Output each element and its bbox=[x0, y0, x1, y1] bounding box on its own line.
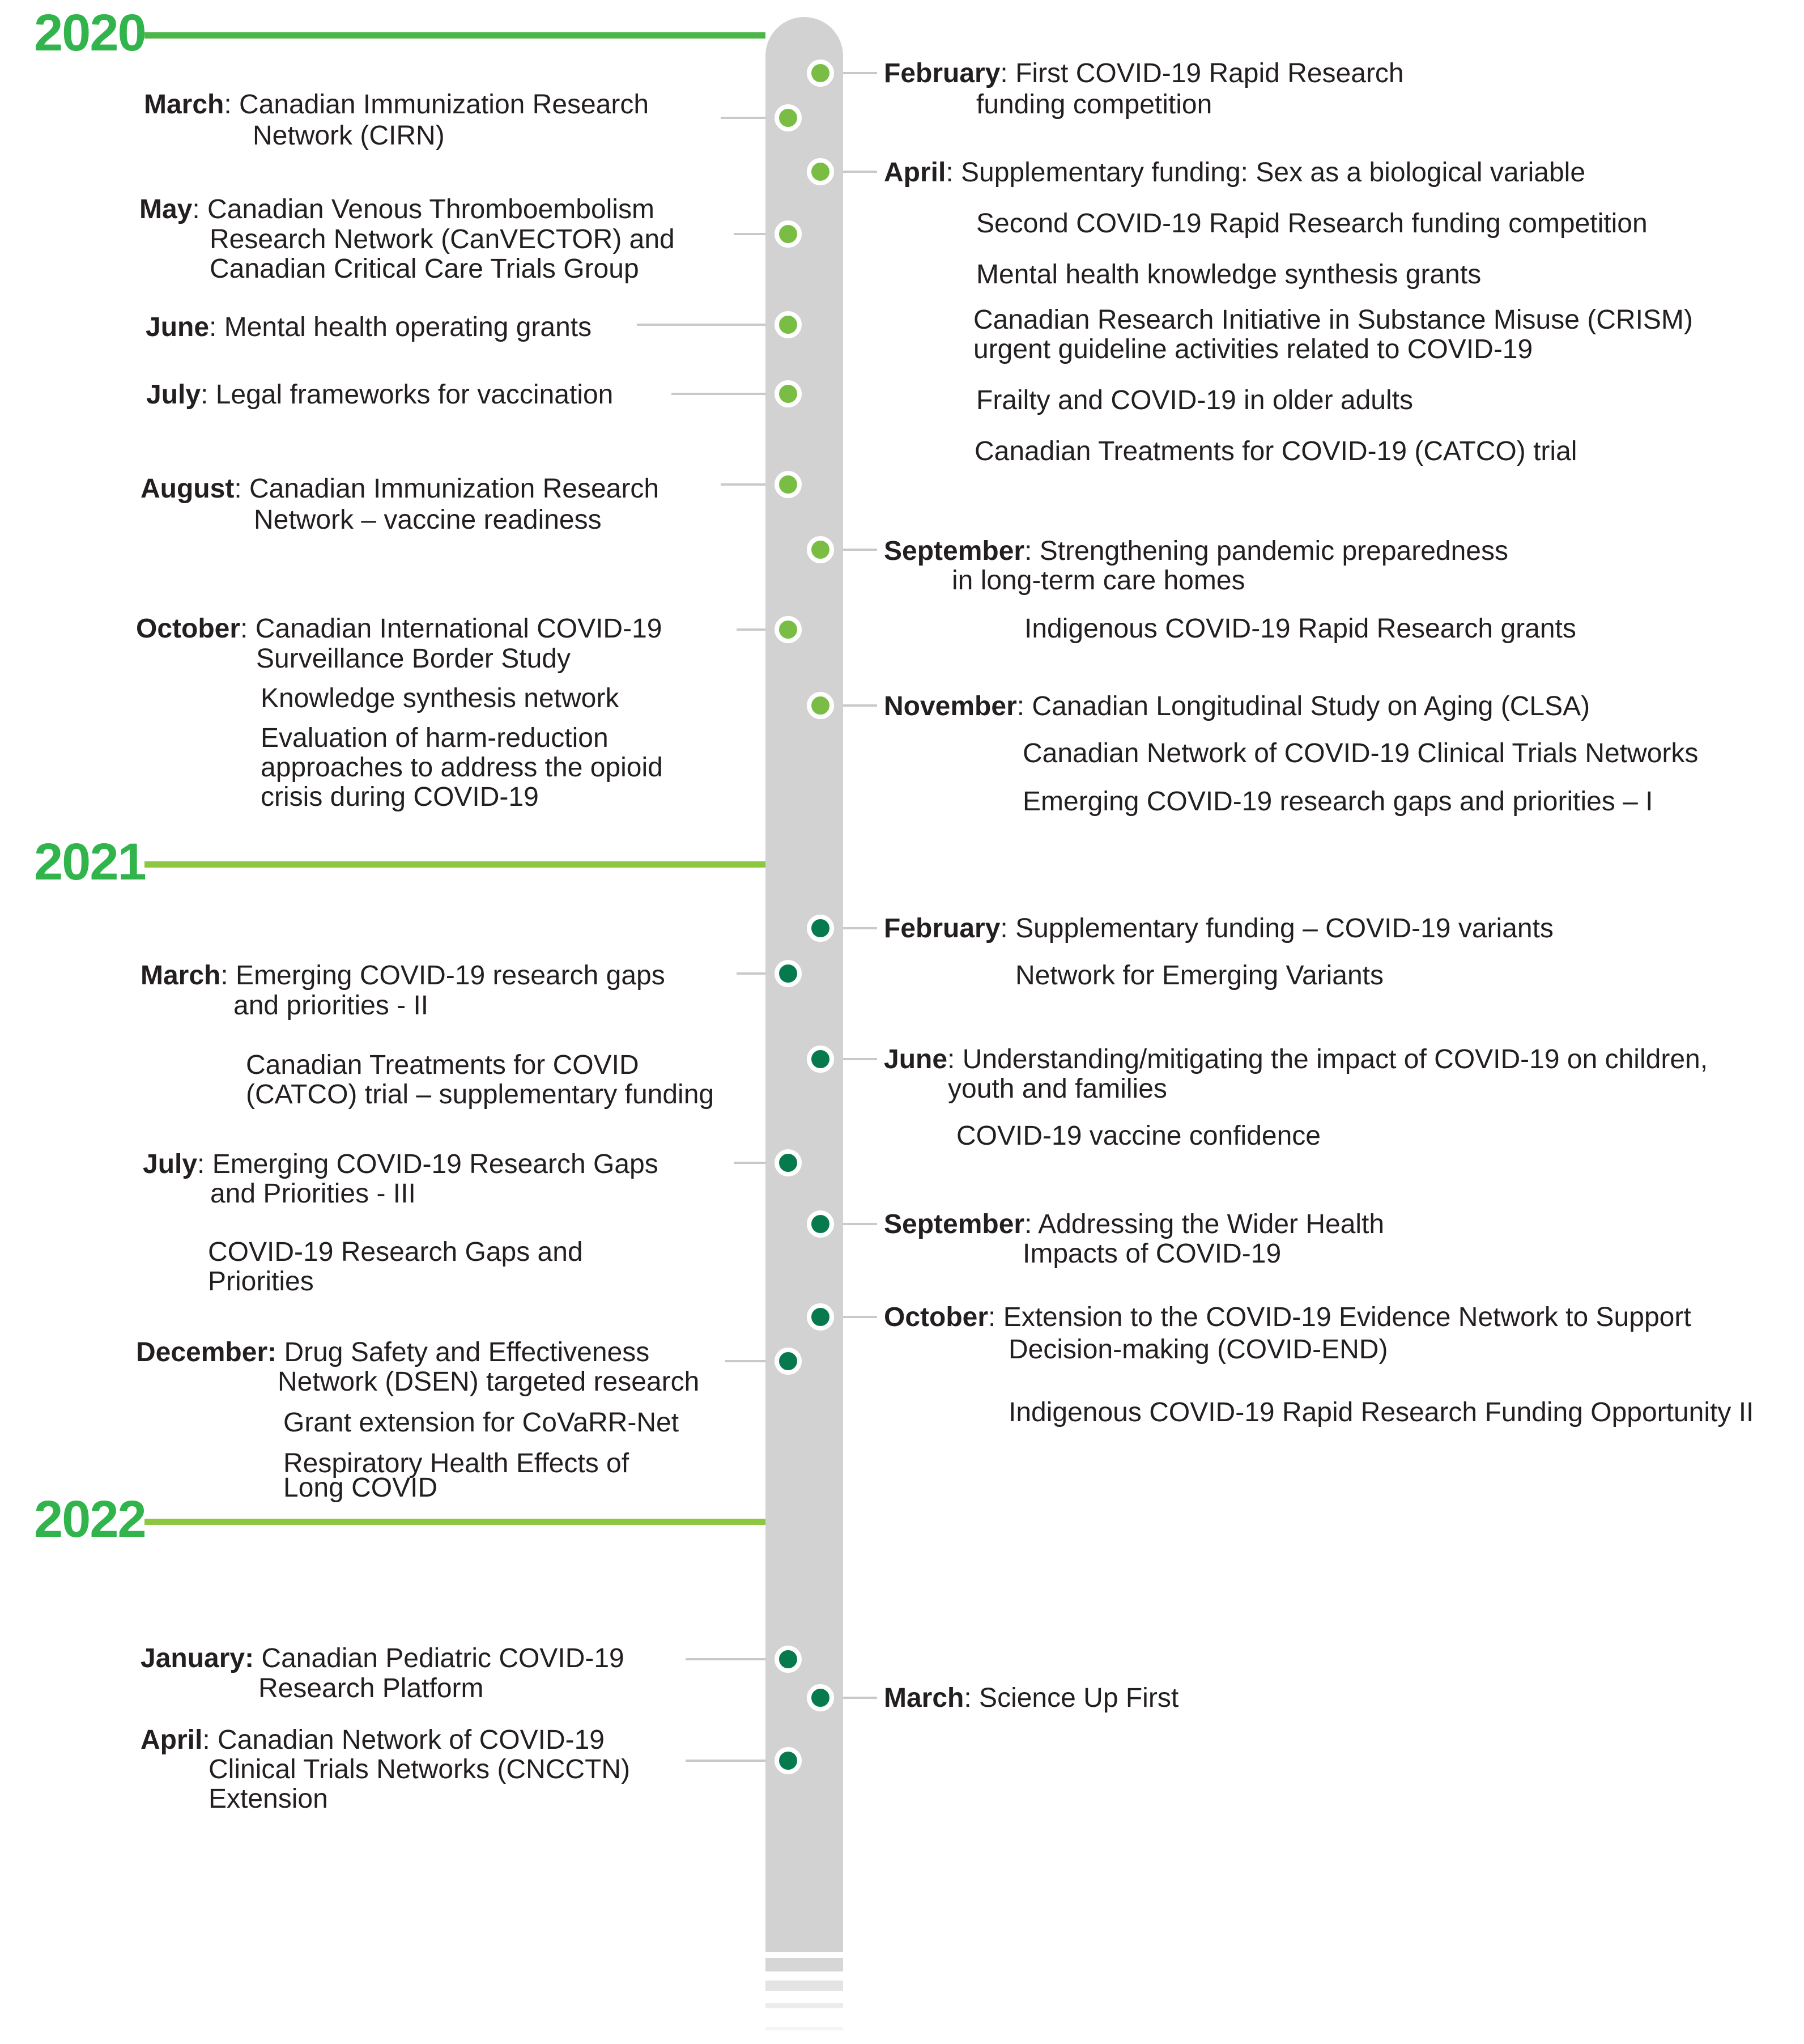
event-text: : Canadian Immunization Research bbox=[224, 90, 649, 120]
event-text: Knowledge synthesis network bbox=[261, 683, 619, 713]
event-text-line-jul-2021-3 bbox=[208, 1268, 314, 1296]
bar-fade-segment bbox=[765, 1958, 843, 1971]
event-text-line-oct-2020-2 bbox=[261, 685, 619, 713]
event-text: : Understanding/mitigating the impact of COVID-19 on children, bbox=[947, 1044, 1708, 1074]
event-text-line-aug-2020-0 bbox=[141, 475, 659, 503]
event-text-line-jan-2022-0 bbox=[141, 1644, 624, 1673]
connector-line-feb-2021 bbox=[843, 927, 877, 929]
event-text: Network (DSEN) targeted research bbox=[278, 1367, 700, 1397]
event-text-line-mar-2021-1 bbox=[233, 992, 428, 1020]
event-text-line-oct-2020-1 bbox=[256, 645, 571, 673]
event-month-label: September bbox=[884, 536, 1025, 566]
timeline-dot-sep-2021 bbox=[807, 1210, 834, 1238]
bar-fade-segment bbox=[765, 2027, 843, 2030]
timeline-dot-oct-2021 bbox=[807, 1303, 834, 1331]
event-text: Respiratory Health Effects of bbox=[283, 1448, 629, 1478]
event-text: : Mental health operating grants bbox=[209, 312, 592, 342]
event-text-line-mar-2020-0 bbox=[144, 91, 649, 119]
connector-line-mar-2020 bbox=[721, 117, 765, 119]
event-month-label: July bbox=[143, 1149, 198, 1179]
event-text-line-feb-2020-0 bbox=[884, 60, 1404, 88]
event-text: Long COVID bbox=[283, 1473, 438, 1503]
event-month-label: December: bbox=[136, 1337, 277, 1367]
event-text-line-jul-2021-0 bbox=[143, 1150, 658, 1179]
connector-line-nov-2020 bbox=[843, 704, 877, 707]
event-text: : Canadian Longitudinal Study on Aging (CLSA) bbox=[1016, 691, 1590, 721]
event-text-line-apr-2020-0 bbox=[884, 159, 1585, 187]
event-text-line-may-2020-0 bbox=[139, 196, 654, 224]
year-label-2022: 2022 bbox=[34, 1490, 146, 1548]
connector-line-aug-2020 bbox=[721, 483, 765, 486]
event-text: Research Network (CanVECTOR) and bbox=[210, 224, 675, 254]
event-text-line-apr-2020-2 bbox=[976, 261, 1481, 289]
event-text: Canadian Treatments for COVID-19 (CATCO) trial bbox=[975, 436, 1577, 466]
event-text: Frailty and COVID-19 in older adults bbox=[976, 385, 1413, 415]
timeline-dot-jun-2021 bbox=[807, 1046, 834, 1073]
connector-line-oct-2020 bbox=[737, 628, 765, 631]
event-text-line-may-2020-1 bbox=[210, 226, 675, 254]
event-text-line-feb-2020-1 bbox=[976, 91, 1212, 119]
event-text: COVID-19 Research Gaps and bbox=[208, 1237, 583, 1267]
timeline-dot-feb-2020 bbox=[807, 60, 834, 87]
event-text: : Extension to the COVID-19 Evidence Network to Support bbox=[988, 1302, 1691, 1332]
event-text-line-mar-2020-1 bbox=[253, 122, 445, 150]
event-text: approaches to address the opioid bbox=[261, 753, 663, 783]
event-text-line-jul-2021-1 bbox=[210, 1180, 416, 1208]
connector-line-feb-2020 bbox=[843, 72, 877, 74]
event-month-label: April bbox=[884, 158, 946, 188]
event-text: : Canadian Network of COVID-19 bbox=[202, 1725, 605, 1755]
event-text: : Legal frameworks for vaccination bbox=[201, 380, 614, 410]
timeline-dot-apr-2022 bbox=[775, 1747, 802, 1774]
year-line-2021 bbox=[144, 861, 765, 868]
event-text-line-apr-2020-3 bbox=[973, 306, 1693, 334]
event-text: crisis during COVID-19 bbox=[261, 782, 539, 812]
event-text-line-oct-2020-3 bbox=[261, 724, 609, 753]
event-text: Mental health knowledge synthesis grants bbox=[976, 260, 1482, 290]
connector-line-apr-2022 bbox=[686, 1760, 765, 1762]
connector-line-jun-2020 bbox=[637, 324, 765, 326]
event-text-line-oct-2020-5 bbox=[261, 783, 539, 811]
event-text-line-sep-2020-1 bbox=[952, 567, 1245, 595]
event-text-line-jan-2022-1 bbox=[258, 1675, 483, 1703]
year-label-2021: 2021 bbox=[34, 833, 146, 891]
event-text: (CATCO) trial – supplementary funding bbox=[246, 1080, 714, 1110]
event-text-line-apr-2020-4 bbox=[973, 335, 1533, 364]
event-text: youth and families bbox=[948, 1074, 1167, 1104]
connector-line-mar-2021 bbox=[737, 972, 765, 975]
timeline-dot-apr-2020 bbox=[807, 158, 834, 185]
connector-line-jul-2020 bbox=[671, 393, 765, 395]
timeline-dot-may-2020 bbox=[775, 220, 802, 248]
event-text: funding competition bbox=[976, 90, 1212, 120]
event-text: Priorities bbox=[208, 1267, 314, 1297]
event-text: Emerging COVID-19 research gaps and priorities – I bbox=[1023, 787, 1653, 817]
event-month-label: April bbox=[141, 1725, 203, 1755]
event-text-line-apr-2020-6 bbox=[975, 437, 1577, 466]
event-text: Canadian Treatments for COVID bbox=[246, 1050, 639, 1080]
event-text-line-sep-2021-1 bbox=[1023, 1240, 1281, 1268]
timeline-dot-aug-2020 bbox=[775, 471, 802, 498]
event-month-label: March bbox=[141, 961, 221, 991]
event-text-line-sep-2020-0 bbox=[884, 537, 1508, 566]
event-text-line-feb-2021-1 bbox=[1015, 962, 1384, 990]
event-text-line-oct-2020-4 bbox=[261, 754, 663, 782]
bar-fade-segment bbox=[765, 2003, 843, 2008]
event-text: : Supplementary funding – COVID-19 variants bbox=[1000, 913, 1554, 944]
event-month-label: October bbox=[884, 1302, 989, 1332]
event-text-line-jun-2021-2 bbox=[956, 1122, 1321, 1150]
event-text: and Priorities - III bbox=[210, 1179, 416, 1209]
event-month-label: August bbox=[141, 474, 235, 504]
event-text-line-mar-2021-0 bbox=[141, 962, 665, 990]
event-text-line-apr-2020-5 bbox=[976, 386, 1413, 415]
timeline-dot-jan-2022 bbox=[775, 1646, 802, 1673]
timeline-dot-nov-2020 bbox=[807, 692, 834, 719]
event-text: Indigenous COVID-19 Rapid Research Funding Opportunity II bbox=[1009, 1397, 1754, 1427]
event-text-line-apr-2022-2 bbox=[209, 1785, 328, 1813]
event-text-line-dec-2021-0 bbox=[136, 1338, 649, 1367]
event-month-label: February bbox=[884, 58, 1001, 88]
event-text: Network – vaccine readiness bbox=[254, 505, 602, 535]
event-text: : Strengthening pandemic preparedness bbox=[1024, 536, 1508, 566]
event-month-label: September bbox=[884, 1209, 1025, 1239]
event-month-label: February bbox=[884, 913, 1001, 944]
timeline-dot-mar-2020 bbox=[775, 104, 802, 131]
event-text-line-mar-2022-0 bbox=[884, 1684, 1178, 1712]
connector-line-may-2020 bbox=[734, 233, 765, 235]
event-text: Clinical Trials Networks (CNCCTN) bbox=[209, 1754, 631, 1784]
event-text: : Canadian Immunization Research bbox=[234, 474, 660, 504]
connector-line-mar-2022 bbox=[843, 1697, 877, 1699]
timeline-dot-oct-2020 bbox=[775, 616, 802, 643]
timeline-dot-mar-2021 bbox=[775, 960, 802, 987]
event-text: : Supplementary funding: Sex as a biological variable bbox=[946, 158, 1586, 188]
event-text-line-oct-2021-1 bbox=[1009, 1336, 1388, 1364]
event-text-line-oct-2020-0 bbox=[136, 615, 662, 643]
event-text-line-jul-2021-2 bbox=[208, 1238, 583, 1267]
event-text-line-nov-2020-0 bbox=[884, 692, 1590, 721]
event-text: : Emerging COVID-19 Research Gaps bbox=[197, 1149, 658, 1179]
event-month-label: July bbox=[146, 380, 201, 410]
event-text-line-apr-2020-1 bbox=[976, 210, 1648, 238]
connector-line-sep-2020 bbox=[843, 549, 877, 551]
event-text-line-jun-2021-1 bbox=[948, 1075, 1167, 1103]
event-text: : Emerging COVID-19 research gaps bbox=[220, 961, 665, 991]
event-month-label: June bbox=[884, 1044, 948, 1074]
event-month-label: January: bbox=[141, 1643, 254, 1673]
year-line-2020 bbox=[144, 32, 765, 39]
event-text: Extension bbox=[209, 1784, 328, 1814]
event-text: : Science Up First bbox=[964, 1683, 1179, 1713]
event-text-line-oct-2021-0 bbox=[884, 1303, 1691, 1332]
event-text-line-nov-2020-1 bbox=[1023, 740, 1698, 768]
event-text: Drug Safety and Effectiveness bbox=[276, 1337, 650, 1367]
connector-line-jul-2021 bbox=[734, 1162, 765, 1164]
event-text-line-jun-2021-0 bbox=[884, 1046, 1708, 1074]
event-text-line-oct-2021-2 bbox=[1009, 1399, 1754, 1427]
timeline-dot-mar-2022 bbox=[807, 1684, 834, 1711]
event-text: Grant extension for CoVaRR-Net bbox=[283, 1408, 679, 1438]
event-text: Second COVID-19 Rapid Research funding competition bbox=[976, 209, 1648, 239]
connector-line-jun-2021 bbox=[843, 1058, 877, 1060]
connector-line-oct-2021 bbox=[843, 1316, 877, 1318]
event-month-label: March bbox=[884, 1683, 964, 1713]
event-month-label: March bbox=[144, 90, 224, 120]
timeline-dot-jun-2020 bbox=[775, 311, 802, 338]
event-month-label: May bbox=[139, 194, 193, 224]
event-text: Canadian Network of COVID-19 Clinical Trials Networks bbox=[1023, 738, 1699, 768]
event-text-line-dec-2021-1 bbox=[278, 1368, 699, 1396]
event-text: urgent guideline activities related to COVID-19 bbox=[973, 334, 1533, 364]
timeline-dot-dec-2021 bbox=[775, 1348, 802, 1375]
bar-fade-segment bbox=[765, 1981, 843, 1991]
event-text: Impacts of COVID-19 bbox=[1023, 1239, 1282, 1269]
event-text: Canadian Critical Care Trials Group bbox=[210, 254, 639, 284]
event-text: : Canadian International COVID-19 bbox=[240, 614, 662, 644]
event-month-label: June bbox=[146, 312, 210, 342]
event-text-line-aug-2020-1 bbox=[254, 506, 602, 534]
event-text: Canadian Pediatric COVID-19 bbox=[254, 1643, 624, 1673]
event-text: Network for Emerging Variants bbox=[1015, 961, 1384, 991]
event-text-line-mar-2021-2 bbox=[246, 1051, 639, 1080]
connector-line-jan-2022 bbox=[686, 1658, 765, 1660]
event-text-line-nov-2020-2 bbox=[1023, 788, 1653, 816]
timeline-dot-sep-2020 bbox=[807, 536, 834, 563]
event-text-line-may-2020-2 bbox=[210, 255, 639, 283]
connector-line-sep-2021 bbox=[843, 1223, 877, 1225]
event-text-line-apr-2022-0 bbox=[141, 1726, 605, 1754]
year-line-2022 bbox=[144, 1519, 765, 1525]
event-text: Indigenous COVID-19 Rapid Research grants bbox=[1024, 614, 1576, 644]
event-text: COVID-19 vaccine confidence bbox=[956, 1121, 1321, 1151]
event-text: : First COVID-19 Rapid Research bbox=[1000, 58, 1404, 88]
connector-line-apr-2020 bbox=[843, 171, 877, 173]
event-text: Network (CIRN) bbox=[253, 121, 445, 151]
event-text-line-sep-2021-0 bbox=[884, 1210, 1384, 1239]
event-text-line-mar-2021-3 bbox=[246, 1081, 714, 1109]
event-text: Research Platform bbox=[258, 1673, 484, 1703]
event-text: Surveillance Border Study bbox=[256, 644, 571, 674]
event-text-line-sep-2020-2 bbox=[1024, 615, 1576, 643]
event-text: in long-term care homes bbox=[952, 566, 1245, 596]
event-text: : Addressing the Wider Health bbox=[1024, 1209, 1385, 1239]
event-text-line-dec-2021-2 bbox=[283, 1409, 679, 1437]
timeline-dot-jul-2021 bbox=[775, 1149, 802, 1176]
event-text: Decision-making (COVID-END) bbox=[1009, 1335, 1388, 1365]
event-text-line-jul-2020-0 bbox=[146, 381, 613, 409]
event-month-label: November bbox=[884, 691, 1017, 721]
event-text: : Canadian Venous Thromboembolism bbox=[192, 194, 654, 224]
timeline-dot-feb-2021 bbox=[807, 915, 834, 942]
event-text-line-jun-2020-0 bbox=[146, 313, 592, 342]
event-text-line-apr-2022-1 bbox=[209, 1756, 630, 1784]
year-label-2020: 2020 bbox=[34, 4, 146, 62]
event-text: and priorities - II bbox=[233, 991, 429, 1021]
event-text-line-feb-2021-0 bbox=[884, 915, 1554, 943]
connector-line-dec-2021 bbox=[725, 1360, 765, 1362]
event-text: Evaluation of harm-reduction bbox=[261, 723, 609, 753]
event-month-label: October bbox=[136, 614, 241, 644]
event-text: Canadian Research Initiative in Substance Misuse (CRISM) bbox=[973, 305, 1693, 335]
timeline-dot-jul-2020 bbox=[775, 380, 802, 407]
event-text-line-dec-2021-4 bbox=[283, 1474, 437, 1502]
